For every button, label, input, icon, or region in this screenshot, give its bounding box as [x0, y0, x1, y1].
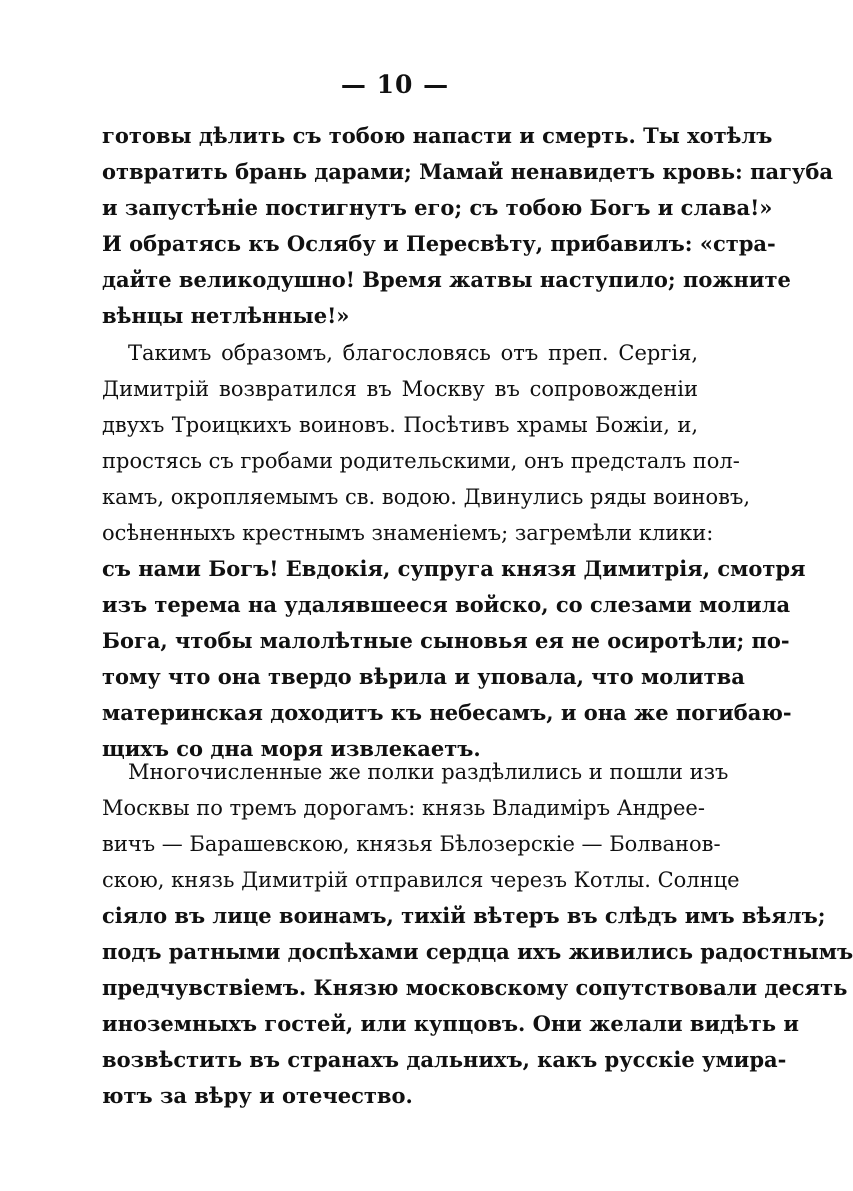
- text-line: отвратить брань дарами; Мамай ненавидетъ кровь: пагуба: [102, 159, 833, 184]
- page-number: — 10 —: [340, 70, 450, 99]
- text-line: Бога, чтобы малолѣтные сыновья ея не осиротѣли; по-: [102, 628, 790, 653]
- text-line: изъ терема на удалявшееся войско, со слезами молила: [102, 592, 791, 617]
- text-line: материнская доходитъ къ небесамъ, и она же погибаю-: [102, 700, 792, 725]
- text-line: Такимъ образомъ, благословясь отъ преп. Сергія,: [128, 341, 698, 365]
- text-line: тому что она твердо вѣрила и уповала, что молитва: [102, 664, 745, 689]
- paragraph-2: [102, 335, 806, 767]
- text-line: возвѣстить въ странахъ дальнихъ, какъ русскіе умира-: [102, 1047, 787, 1072]
- text-line: подъ ратными доспѣхами сердца ихъ живились радостнымъ: [102, 939, 853, 964]
- text-line: дайте великодушно! Время жатвы наступило; пожните: [102, 267, 791, 292]
- text-line: Москвы по тремъ дорогамъ: князь Владиміръ Андрее-: [102, 796, 705, 820]
- text-line: и запустѣніе постигнутъ его; съ тобою Богъ и слава!»: [102, 195, 773, 220]
- text-line: иноземныхъ гостей, или купцовъ. Они желали видѣть и: [102, 1011, 799, 1036]
- text-line: простясь съ гробами родительскими, онъ предсталъ пол-: [102, 449, 740, 473]
- text-line: осѣненныхъ крестнымъ знаменіемъ; загремѣли клики:: [102, 521, 714, 545]
- text-line: предчувствіемъ. Князю московскому сопутствовали десять: [102, 975, 848, 1000]
- text-line: съ нами Богъ! Евдокія, супруга князя Димитрія, смотря: [102, 556, 806, 581]
- text-line: вичъ — Барашевскою, князья Бѣлозерскіе — Болванов-: [102, 832, 721, 856]
- text-line: камъ, окропляемымъ св. водою. Двинулись ряды воиновъ,: [102, 485, 751, 509]
- text-line: сіяло въ лице воинамъ, тихій вѣтеръ въ слѣдъ имъ вѣялъ;: [102, 903, 826, 928]
- paragraph-1: [102, 118, 833, 334]
- text-line: вѣнцы нетлѣнные!»: [102, 303, 350, 328]
- text-line: двухъ Троицкихъ воиновъ. Посѣтивъ храмы Божіи, и,: [102, 413, 698, 437]
- text-line: скою, князь Димитрій отправился черезъ Котлы. Солнце: [102, 868, 740, 892]
- text-line: щихъ со дна моря извлекаетъ.: [102, 736, 481, 761]
- text-line: готовы дѣлить съ тобою напасти и смерть. Ты хотѣлъ: [102, 123, 773, 148]
- text-line: И обратясь къ Ослябу и Пересвѣту, прибавилъ: «стра-: [102, 231, 776, 256]
- text-line: Димитрій возвратился въ Москву въ сопровожденіи: [102, 377, 698, 401]
- text-line: Многочисленные же полки раздѣлились и пошли изъ: [128, 760, 729, 784]
- paragraph-3: [102, 754, 853, 1114]
- text-line: ютъ за вѣру и отечество.: [102, 1083, 413, 1108]
